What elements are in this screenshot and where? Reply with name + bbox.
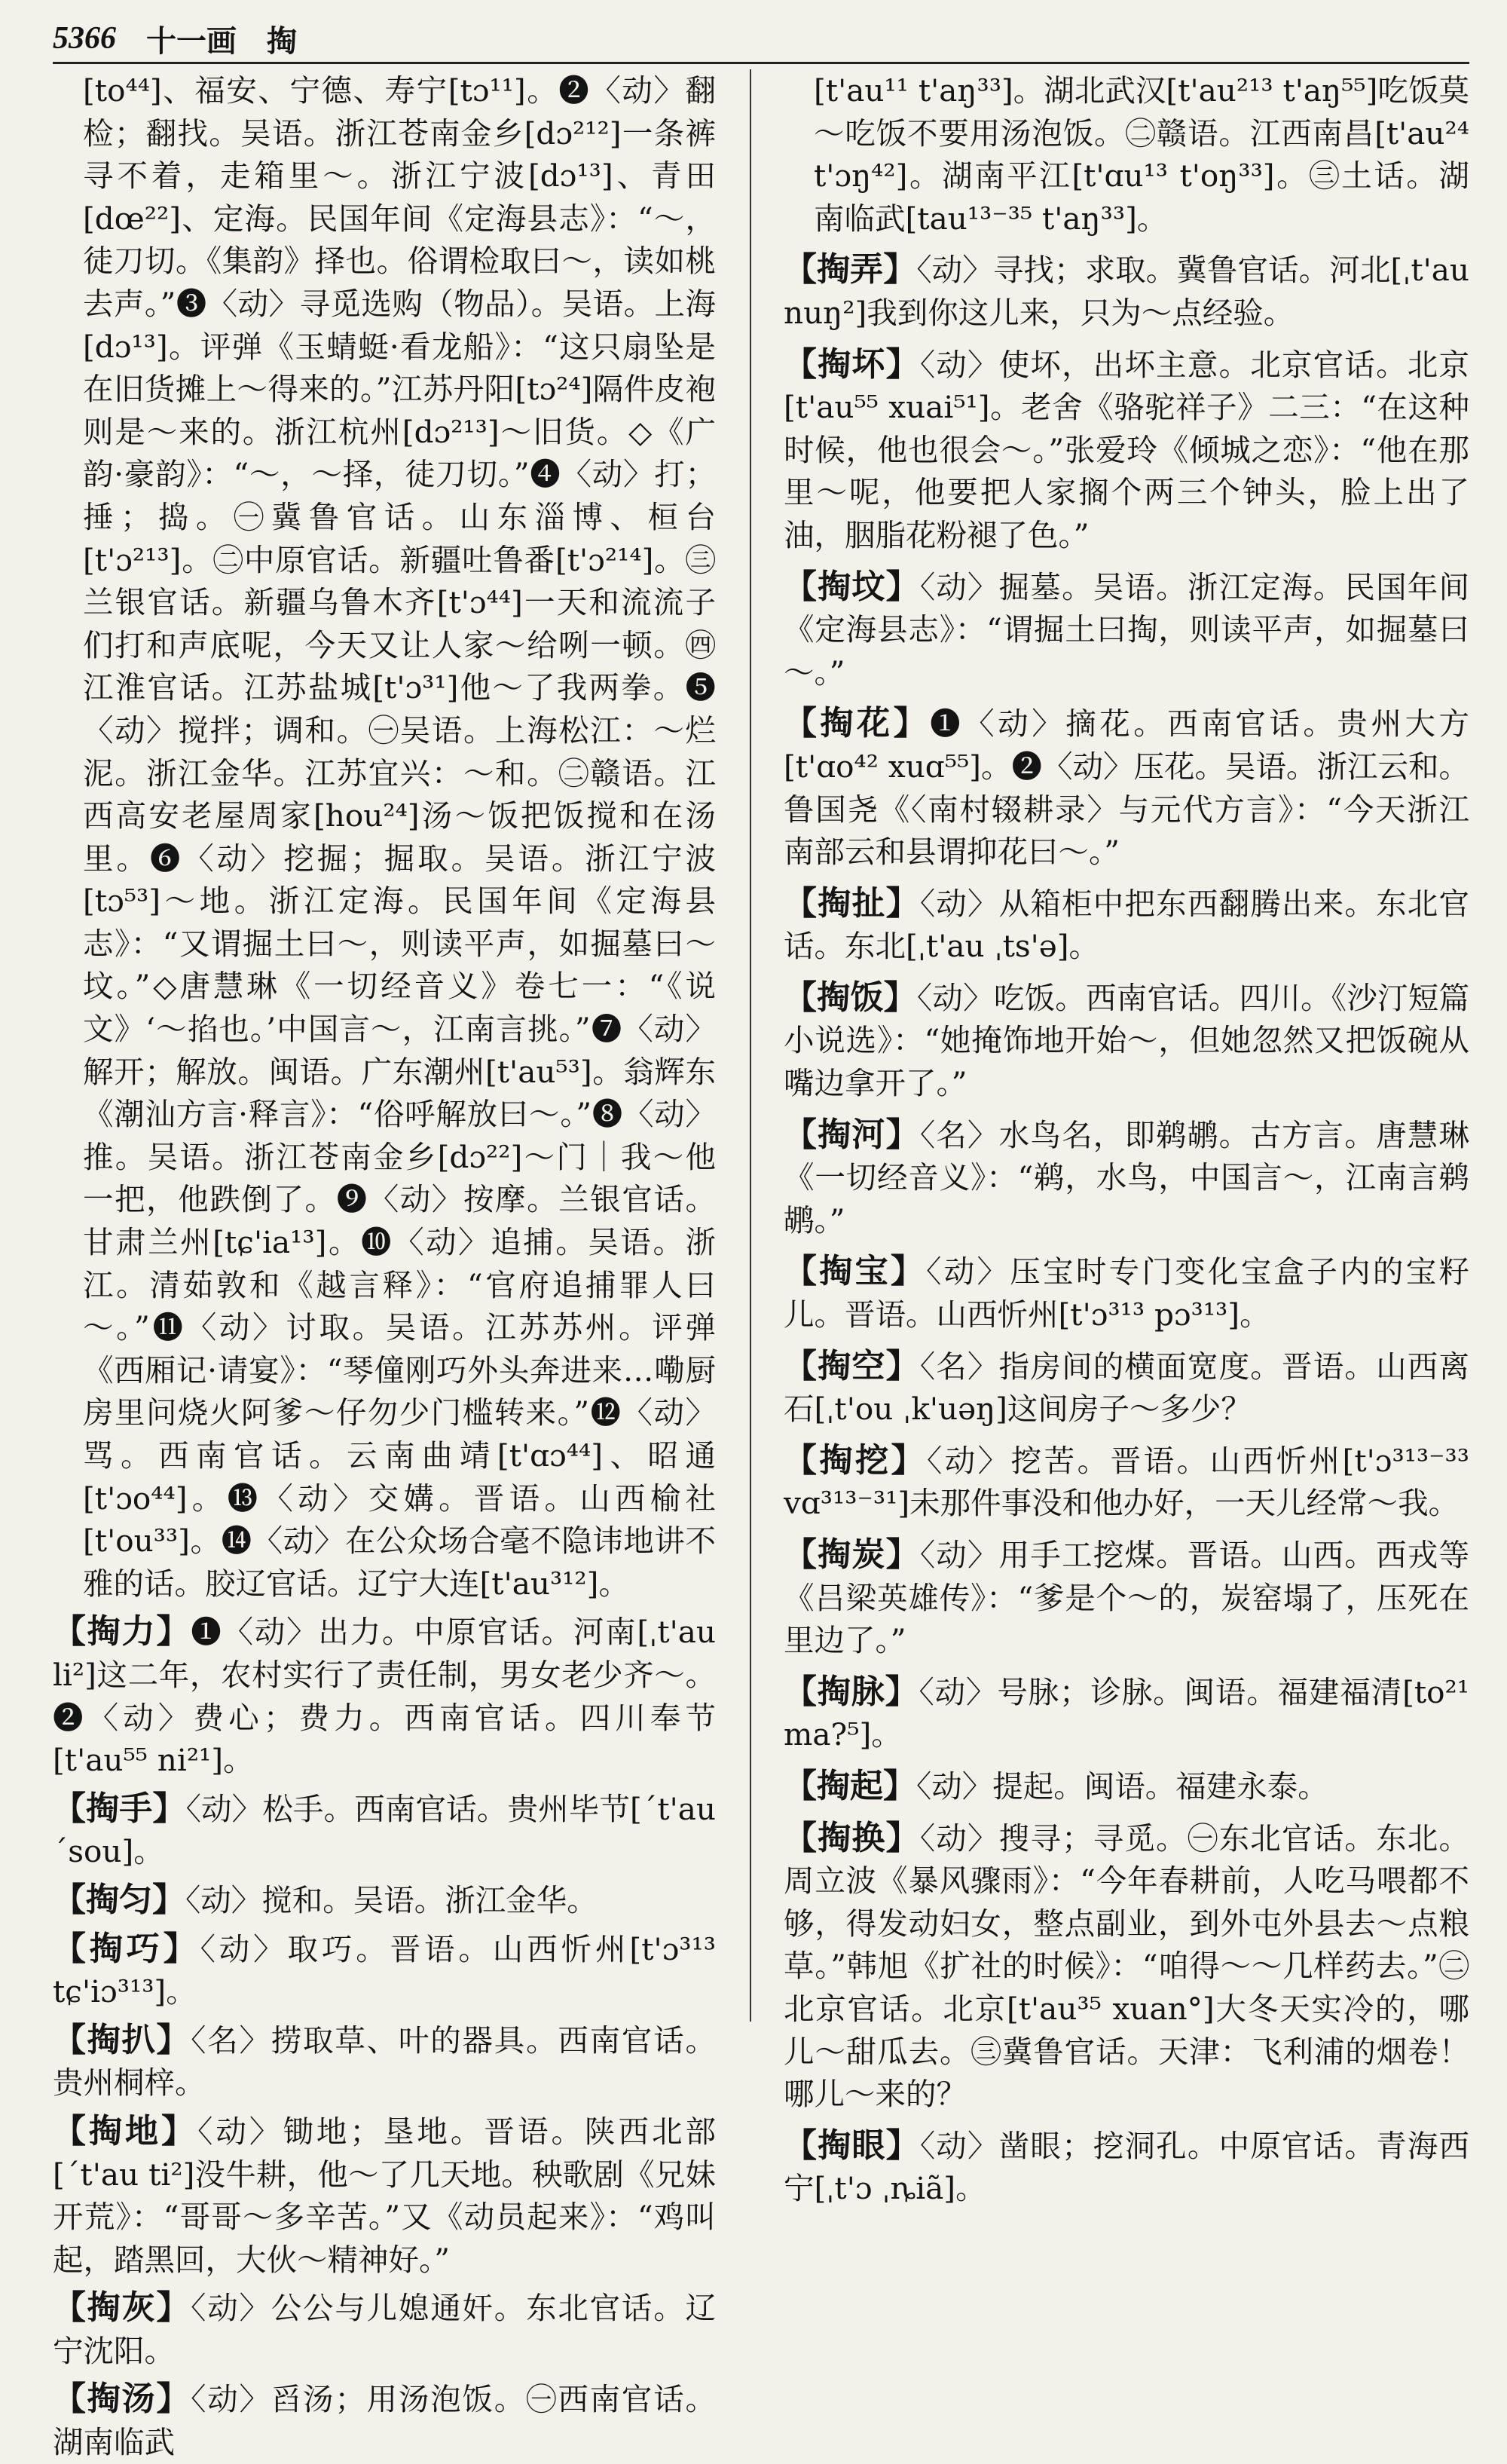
section-label: 十一画 — [146, 23, 237, 59]
definition: 〈动〉舀汤；用汤泡饭。㊀西南官话。湖南临武 — [53, 2381, 717, 2461]
left-column — [53, 69, 717, 2461]
headword: 【掏脉】 — [784, 1672, 919, 1711]
definition: 〈动〉松手。西南官话。贵州毕节[ˊt'au ˊsou]。 — [53, 1790, 716, 1870]
dictionary-entry — [784, 1114, 1469, 1242]
definition: 〈动〉从箱柜中把东西翻腾出来。东北官话。东北[ˌt'au ˌts'ə]。 — [784, 885, 1470, 965]
headword: 【掏花】 — [784, 704, 931, 743]
right-column — [784, 69, 1470, 2207]
definition: 〈动〉搜寻；寻觅。㊀东北官话。东北。周立波《暴风骤雨》：“今年春耕前，人吃马喂都不够，得发动妇女，整点副业，到外屯外县去～点粮草。”韩旭《扩社的时候》：“咱得～～几样药去。”㊁北京官话。北京[t'au³⁵ xuan°]大冬天实冷的，哪儿～甜瓜去。㊂冀鲁官话。天津：飞利浦的烟卷！哪儿～来的？ — [784, 1820, 1470, 2113]
definition: 〈名〉水鸟名，即鹈鹕。古方言。唐慧琳《一切经音义》：“鹈，水鸟，中国言～，江南言鹈鹕。” — [784, 1116, 1470, 1238]
headword: 【掏地】 — [53, 2111, 198, 2150]
dictionary-entry — [784, 344, 1469, 557]
continued-entry: [to⁴⁴]、福安、宁德、寿宁[tɔ¹¹]。❷〈动〉翻检；翻找。吴语。浙江苍南金乡[dɔ²¹²]一条裤寻不着，走箱里～。浙江宁波[dɔ¹³]、青田[dœ²²]、定海。民国年间《定海县志》：“～，徒刀切。《集韵》择也。俗谓检取曰～，读如桃去声。”❸〈动〉寻觅选购（物品）。吴语。上海[dɔ¹³]。评弹《玉蜻蜓·看龙船》：“这只扇坠是在旧货摊上～得来的。”江苏丹阳[tɔ²⁴]隔件皮袍则是～来的。浙江杭州[dɔ²¹³]～旧货。◇《广韵·豪韵》：“～，～择，徒刀切。”❹〈动〉打；捶；捣。㊀冀鲁官话。山东淄博、桓台[t'ɔ²¹³]。㊁中原官话。新疆吐鲁番[t'ɔ²¹⁴]。㊂兰银官话。新疆乌鲁木齐[t'ɔ⁴⁴]一天和流流子们打和声底呢，今天又让人家～给咧一顿。㊃江淮官话。江苏盐城[t'ɔ³¹]他～了我两拳。❺〈动〉搅拌；调和。㊀吴语。上海松江：～烂泥。浙江金华。江苏宜兴：～和。㊁赣语。江西高安老屋周家[hou²⁴]汤～饭把饭搅和在汤里。❻〈动〉挖掘；掘取。吴语。浙江宁波[tɔ⁵³]～地。浙江定海。民国年间《定海县志》：“又谓掘土曰～，则读平声，如掘墓曰～坟。”◇唐慧琳《一切经音义》卷七一：“《说文》‘～掐也。’中国言～，江南言挑。”❼〈动〉解开；解放。闽语。广东潮州[t'au⁵³]。翁辉东《潮汕方言·释言》：“俗呼解放曰～。”❽〈动〉推。吴语。浙江苍南金乡[dɔ²²]～门｜我～他一把，他跌倒了。❾〈动〉按摩。兰银官话。甘肃兰州[tɕ'ia¹³]。❿〈动〉追捕。吴语。浙江。清茹敦和《越言释》：“官府追捕罪人曰～。”⓫〈动〉讨取。吴语。江苏苏州。评弹《西厢记·请宴》：“琴僮刚巧外头奔进来…嘞厨房里问烧火阿爹～仔勿少门槛转来。”⓬〈动〉骂。西南官话。云南曲靖[t'ɑɔ⁴⁴]、昭通[t'ɔo⁴⁴]。⓭〈动〉交媾。晋语。山西榆社[t'ou³³]。⓮〈动〉在公众场合毫不隐讳地讲不雅的话。胶辽官话。辽宁大连[t'au³¹²]。 — [83, 72, 716, 1602]
dictionary-entry — [53, 1879, 716, 1922]
dictionary-entry — [53, 1788, 716, 1873]
headword: 【掏巧】 — [53, 1929, 200, 1968]
headword: 【掏扯】 — [784, 883, 920, 923]
headword: 【掏挖】 — [784, 1440, 927, 1480]
dictionary-entry — [53, 2019, 716, 2104]
dictionary-entry — [784, 1817, 1469, 2116]
dictionary-entry — [784, 1250, 1469, 1336]
index-character: 掏 — [267, 23, 297, 59]
headword: 【掏扒】 — [53, 2020, 191, 2059]
definition: 〈动〉提起。闽语。福建永泰。 — [916, 1768, 1328, 1804]
dictionary-entry — [784, 566, 1469, 694]
definition: 〈动〉号脉；诊脉。闽语。福建福清[to²¹ ma?⁵]。 — [784, 1673, 1469, 1753]
definition: 〈动〉压宝时专门变化宝盒子内的宝籽儿。晋语。山西忻州[t'ɔ³¹³ pɔ³¹³]。 — [784, 1253, 1470, 1333]
dictionary-entry — [53, 1611, 716, 1781]
dictionary-entry — [784, 249, 1469, 334]
page-header — [53, 17, 1469, 60]
definition: 〈动〉用手工挖煤。晋语。山西。西戎等《吕梁英雄传》：“爹是个～的，炭窑塌了，压死在里边了。” — [784, 1537, 1470, 1659]
dictionary-entry — [784, 977, 1469, 1105]
headword: 【掏饭】 — [784, 978, 917, 1017]
page-number: 5366 — [53, 21, 116, 56]
dictionary-entry — [784, 702, 1469, 873]
definition: 〈名〉指房间的横面宽度。晋语。山西离石[ˌt'ou ˌk'uəŋ]这间房子～多少？ — [784, 1348, 1470, 1428]
dictionary-entry — [53, 1928, 716, 2013]
headword: 【掏汤】 — [53, 2380, 191, 2419]
headword: 【掏空】 — [784, 1346, 920, 1385]
headword: 【掏坏】 — [784, 344, 920, 384]
header-rule — [53, 62, 1469, 64]
headword: 【掏灰】 — [53, 2288, 191, 2328]
headword: 【掏换】 — [784, 1818, 920, 1857]
column-divider — [750, 69, 751, 2022]
headword: 【掏河】 — [784, 1115, 920, 1154]
definition: 〈动〉吃饭。西南官话。四川。《沙汀短篇小说选》：“她掩饰地开始～，但她忽然又把饭碗从嘴边拿开了。” — [784, 979, 1470, 1102]
dictionary-entry — [784, 1440, 1469, 1525]
dictionary-entry — [784, 1345, 1469, 1431]
definition: 〈动〉锄地；垦地。晋语。陕西北部[ˊt'au ti²]没牛耕，他～了几天地。秧歌剧《兄妹开荒》：“哥哥～多辛苦。”又《动员起来》：“鸡叫起，踏黑回，大伙～精神好。” — [53, 2113, 717, 2278]
headword: 【掏力】 — [53, 1612, 191, 1651]
definition: 〈名〉捞取草、叶的器具。西南官话。贵州桐梓。 — [53, 2022, 717, 2101]
definition: 〈动〉寻找；求取。冀鲁官话。河北[ˌt'au nuŋ²]我到你这儿来，只为～点经验。 — [784, 252, 1470, 331]
definition: 〈动〉使坏，出坏主意。北京官话。北京[t'au⁵⁵ xuai⁵¹]。老舍《骆驼祥子》二三：“在这种时候，他也很会～。”张爱玲《倾城之恋》：“他在那里～呢，他要把人家搁个两三个钟头，脸上出了油，胭脂花粉褪了色。” — [784, 346, 1470, 553]
definition: 〈动〉凿眼；挖洞孔。中原官话。青海西宁[ˌt'ɔ ˌȵiã]。 — [784, 2127, 1470, 2207]
definition: 〈动〉掘墓。吴语。浙江定海。民国年间《定海县志》：“谓掘土曰掏，则读平声，如掘墓曰～。” — [784, 568, 1470, 690]
continued-entry: [t'au¹¹ t'aŋ³³]。湖北武汉[t'au²¹³ t'aŋ⁵⁵]吃饭莫～吃饭不要用汤泡饭。㊁赣语。江西南昌[t'au²⁴ t'ɔŋ⁴²]。湖南平江[t'ɑu¹³ t'oŋ³³]。㊂土话。湖南临武[tau¹³⁻³⁵ t'aŋ³³]。 — [814, 72, 1469, 237]
definition: 〈动〉挖苦。晋语。山西忻州[t'ɔ³¹³⁻³³ vɑ³¹³⁻³¹]未那件事没和他办好，一天儿经常～我。 — [784, 1442, 1469, 1522]
headword: 【掏炭】 — [784, 1535, 920, 1574]
dictionary-entry — [784, 883, 1469, 968]
definition: ❶〈动〉出力。中原官话。河南[ˌt'au li²]这二年，农村实行了责任制，男女老少齐～。❷〈动〉费心；费力。西南官话。四川奉节[t'au⁵⁵ ni²¹]。 — [53, 1614, 717, 1779]
dictionary-entry — [784, 1765, 1469, 1808]
dictionary-entry — [53, 2287, 716, 2372]
dictionary-entry — [53, 2110, 716, 2281]
dictionary-entry — [53, 2378, 716, 2463]
definition: 〈动〉公公与儿媳通奸。东北官话。辽宁沈阳。 — [53, 2290, 717, 2369]
headword: 【掏宝】 — [784, 1252, 927, 1291]
headword: 【掏匀】 — [53, 1880, 185, 1919]
definition: 〈动〉搅和。吴语。浙江金华。 — [185, 1881, 598, 1918]
dictionary-entry — [784, 1671, 1469, 1756]
headword: 【掏起】 — [784, 1766, 916, 1805]
headword: 【掏眼】 — [784, 2126, 920, 2165]
headword: 【掏坟】 — [784, 567, 920, 606]
dictionary-entry — [784, 2125, 1469, 2210]
headword: 【掏弄】 — [784, 250, 917, 289]
definition: 〈动〉取巧。晋语。山西忻州[t'ɔ³¹³ tɕ'iɔ³¹³]。 — [53, 1930, 716, 2010]
dictionary-entry — [784, 1534, 1469, 1662]
headword: 【掏手】 — [53, 1789, 186, 1828]
definition: ❶〈动〉摘花。西南官话。贵州大方[t'ɑo⁴² xuɑ⁵⁵]。❷〈动〉压花。吴语。浙江云和。鲁国尧《〈南村辍耕录〉与元代方言》：“今天浙江南部云和县谓抑花曰～。” — [784, 706, 1470, 871]
